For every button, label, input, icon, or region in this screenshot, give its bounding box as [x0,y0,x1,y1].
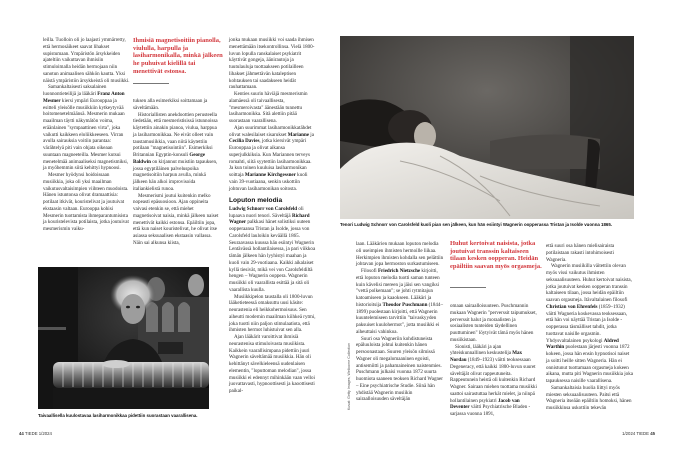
magazine-name: TIEDE [24,431,38,436]
pull-quote-divider [133,83,169,84]
text-run: Ajan lääkärit varoittivat ihmisiä neurastenisa stimuloivasta musiikista. Kaikkein vaarallisimpana pidettiin juuri Wagnerin säveltämää musiikkia. Hän oli kehittänyt sävelkieleensä uudenlaisen elementin, "loputtoman melodian", jossa musiikki ei edennyt mihinkään vaan velloi juovattavasti, hypnoottisesti ja kaoottisesti paikal- [229,334,315,394]
left-photo-caption: Taivaallisella kuulostavaa lasiharmonikkaa pidettiin suorastaan vaarallisena. [38,413,198,418]
text-run: laan. Lääkärien mukaan loputon melodia oli useimpien ihmisten hermoille liikaa. Herkimpien ihmisten kohdalla sen pelättiin johtavan jopa hermoston surkastumiseen. [356,241,444,268]
left-pull-quote: Ihmisiä magnetisoitiin pianolla, viululla, harpulla ja lasiharmonikalla, minkä jälkeen he puhuivat kielillä tai menettivät estonsa. [133,37,223,75]
bold-name: Marianne Kirchgessner [244,172,296,178]
paragraph [546,263,634,385]
paragraph [229,125,317,193]
bold-name: Richard Wagner [229,212,310,226]
bold-name: George Baldwin [133,152,206,165]
text-run: Mesmerismi joutui kuitenkin melko nopeasti epäsuosioon. Ajan oppineita vaivasi etenkin se, että miehet magnetisoivat naisia, minkä jälkeen naiset menettivät kaikki estonsa. Epäiltiin jopa, että kun naiset kouristelivat, he olivat itse asiassa seksuaalisen ekstaasin vallassa. Näin sai alkunsa kiista, [133,192,219,246]
page-number: 44 [19,431,24,436]
text-run: (1844–1899) puolestaan kirjoitti, että Wagnerin kuuntelemiseen tarvittiin "taivaskyyden paksuiset kuulohermot", jotta musiikki ei aiheuttaisi vahinkoa. [356,301,443,335]
bold-name: Aldred Warthin [546,337,619,351]
text-run: Suuri osa Wagneriin kohdistuneista epäluuloista johtui kuitenkin hänen persoonastaan. Suuren yleisön silmissä Wagner oli megalomaaninen egoisti, antisemiitti ja pahamaineinen naistenmies. Puschmann julkaisi vuonna 1872 suurta huomiota saaneen teoksen Richard Wagner – Eine psychiatrische Studie. Siinä hän yhdistää Wagnerin musiikin sairaalloisuuden säveltäjän [356,335,443,403]
text-run: omaan sairaalloisuuteen. Puschmannin mukaan Wagnerin "perverssit taipumukset, perverssit halut ja moraalisten ja sosiaalisten tunteiden täydellinen puuttuminen" löytyivät tämä myös hänen musiikistaan. [450,303,537,343]
magazine-name: TIEDE [636,431,650,436]
paragraph [133,193,221,247]
right-folio [622,431,655,436]
text-run: leilla. Tuolloin oli jo laajasti ymmärretty, että hermosäikeet saavat lihakset supistumaan. Ympäristön ärsykkeiden ajateltiin vaikuttavan ihmisiin stimuloimalla heidän hermojaan niin sanotun animaalisen sähkön kautta. Yksi näistä ympäristön ärsykkeistä oli musiikki. [43,37,130,84]
text-run: Historiallisten anekdoottien perusteella tiedetään, että mesmeristisissä istunnoissa käytettiin ainakin pianoa, viulua, harppua ja lasiharmonikkaa. Ne eivät olleet vain taustamusiikkia, vaan niitä käytettiin potilaan "magnetisointiin". Esimerkiksi Britannian Egyptin-konsuli [133,111,218,158]
paragraph [450,344,538,418]
text-run: Ajan suurimmat lasiharmonikkatähdet olivat walesilaiset sisarukset [229,124,312,138]
bold-name: Marianne [287,131,310,138]
bold-name: Franz Anton Mesmer [43,91,125,104]
text-run: Wagnerin musiikilla väitettiin olevan myös vissi vaikutus ihmisten seksuaalisuuteen. Huhut kertoivat naisista, jotka joutuivat kesken oopperan transsin kaltaiseen tilaan, jossa heidän epäiltiin saavan orgasmeja. Itävaltalainen filosofi [546,263,632,303]
paragraph [133,98,221,112]
text-run: (1859–1932) väitti Wagneria koskevassa teoksessaan, että hän voi näyttää Tristan ja Isolde -oopperassa täsmälliset tahdit, jotka tuottavat naisille orgasmin. Yhdysvaltalainen psykologi [546,303,628,344]
paragraph [229,91,317,125]
paragraph [450,303,538,344]
text-run: on kirjannut muistiin tapauksen, jossa egyptiläinen palveluspoika magnetisoitiin harpun avulla, minkä jälkeen hän alkoi improvisoida italiankielistä runoa. [133,158,218,192]
section-heading: Loputon melodia [229,197,283,205]
bold-name: Friedrich Nietzsche [377,268,421,274]
paragraph [356,268,444,336]
issue-number: 1/2024 [38,431,52,436]
right-pull-quote: Huhut kertoivat naisista, jotka joutuivat transsin kaltaiseen tilaan kesken oopperan. Heidän epäiltiin saavan myös orgasmeja. [450,240,542,271]
text-run: ja [309,131,314,138]
bold-name: Cecilia Davies [229,138,260,145]
text-run: kuoli vain 39-vuotiaana, senkin uskottiin johtuvan lasiharmonikan soitosta. [229,172,308,192]
right-column-1 [356,241,444,403]
paragraph [43,84,131,172]
text-run: , jotka kiersivät ympäri Eurooppaa ja olivat aikansa superjulkkiksia. Kun Mariannen terveys romahti, siitä syytettiin lasiharmonikkaa. Ja kun toinen kuuluisa lasiharmonikan soittaja [229,138,312,178]
paragraph [43,172,131,233]
text-run: puolestaan järjesti vuonna 1872 kokeen, jossa hän ensin hypnotisoi naiset ja soitti heille sitten Wagneria. Hän ei onnistunut tuottamaan orgasmeja kokeen aikana, mutta piti Wagnerin musiikkia joka tapauksessa naisille vaarallisena. [546,344,633,384]
paragraph [356,336,444,404]
page-number: 45 [650,431,655,436]
text-run: (1849–1923) väitti teoksessaan Degeneracy, että kaikki 1800-luvun suuret säveltäjät olivat rappeutuneita. Rappeutunein heistä oli kuitenkin Richard Wagner. Sairaan miehen tuottama musiikki saattoi sairastuttaa herkät mielet, ja niinpä hollantilainen psykiatri [450,357,537,404]
text-run: tuksen alla esimerkiksi soittamaan ja säveltämään. [133,98,208,111]
text-run: Kenties suurin häviäjä mesmerismin alamäessä oli taivaallisesta, "mesmeroivasta" äänestään tunnettu lasiharmonikka. Sitä alettiin pitää suorastaan vaarallisena. [229,91,308,124]
bold-name: Theodor Puschmann [382,301,428,308]
pull-quote-divider [450,287,486,288]
right-photo-caption: Tenori Ludwig Schnorr von Carolsfeld kuoli pian sen jälkeen, kun hän esiintyi Wagnerin oopperassa Tristan ja Isolde vuonna 1865. [340,222,613,227]
paragraph [546,243,634,263]
right-column-2 [450,303,538,418]
tenor-photo [340,36,634,219]
paragraph [546,385,634,412]
text-run: Musiikkipelon taustalla oli 1800-luvun lääketieteessä omaksuttu uusi käsite: neurastenia eli heikkohermoisuus. Sen aiheutti modernin maailman kiihkeä rytmi, joka tuotti niin paljon stimulaatiota, että ihmisten hermot luhistuivat sen alla. [229,293,316,334]
paragraph [43,37,131,84]
text-run: Samankaltaisesti saksalainen luonnontieteilijä ja lääkäri [43,84,107,97]
text-run: että suuri osa hänen mielisairaista potilaistaan rakasti intohimoisesti Wagneria. [546,243,615,263]
paragraph [229,294,317,335]
glass-harmonica-photo [38,267,209,409]
paragraph [356,241,444,268]
bold-name: Christian von Ehrenfels [546,303,598,310]
paragraph [133,112,221,193]
text-run: palkkasi hänet solistiksi uuteen oopperaansa Tristan ja Isolde, jossa von Carolsfeld lauloikin keväällä 1865. Seuraavassa kuussa hän esiintyi Wagnerin Lentävässä hollantilaisessa, ja pari viikkoa tämän jälkeen hän lyyhistyi maahan ja kuoli vain 29-vuotiaana. Kaikki aikalaiset kyllä tiesivät, mikä vei von Carolsfeldiltä hengen – Wagnerin ooppera. Wagnerin musiikki oli vaarallista esittää ja sitä oli vaarallista kuulla. [229,219,316,293]
left-column-3 [229,37,317,395]
paragraph [229,334,317,395]
paragraph [229,206,317,294]
text-run: Filosofi [361,268,378,274]
bold-name: Jacob van Deventer [450,397,520,411]
text-run: Mesmer hyödynsi hoidoissaan musiikkia, joka oli yksi maailman vaikutusvaltaisimpien viihteen muodoista. Hänen istuntonsa olivat dramaattisia: potilaat itkivät, kouristelivat ja joutuivat ekstaasin valtaan. Eurooppa kohisi Mesmerin tuottamista ihmeparantumisista ja kouristelevista potilaista, jotka joutuivat mesmerismin vaiku- [43,172,129,232]
text-run: Samankaltaisia huolia liittyi myös miesten seksuaalisuuteen. Paitsi että Wagneria itseään epäiltiin homoksi, hänen musiikkinsa uskottiin tekevän [546,384,632,411]
right-column-3 [546,243,634,412]
text-run: väitti Psychiatrische Bladen -sarjassa vuonna 1891, [450,404,531,417]
text-run: kirjoitti, että loputon melodia tuotti saman tunteen kuin kävelisi mereen ja jäisi sen vangiksi "vettä polkemaan"; se johti rytmitajun katoamiseen ja kaaokseen. Lääkäri ja historioitsija [356,268,440,308]
left-column-2 [133,98,221,247]
left-folio [19,431,52,436]
text-run: jonka mukaan musiikki voi saada ihmisen menettämään itsekontrollinsa. Vielä 1800-luvun lopulla ranskalaiset psykiatrit käyttivät gongeja, äänirautoja ja tuutulauluja tuottaakseen potilailleen lihakset jähmettävän kataleptisen kohtauksen tai saadakseen heidät rauhattamaan. [229,37,315,91]
text-run: oli lupaava nuori tenori. Säveltäjä [229,205,304,219]
issue-number: 1/2024 [622,431,636,436]
photo-credit: Kuvat: Getty Images, Wellcome Collection [347,342,351,410]
left-column-1 [43,37,131,233]
bold-name: Ludwig Schnorr von Carolsfeld [229,205,298,212]
paragraph [229,37,317,91]
text-run: Sionisti, lääkäri ja ajan yhteiskunnallinen keskustelija [450,343,513,357]
bold-name: Max Nordau [450,350,523,363]
text-run: kiersi ympäri Eurooppaa ja esitteli yleisölle musiikkiin kytkeytyvää hoitomenetelmäänsä. Mesmerin mukaan maailman täytti näkymätön voima, eräänlainen "sympaattinen virta", joka vaikutti kaikkeen eloliikkeeseen. Virran avulla sairauksia voitiin parantaa: värähtelyä piti vain ohjata oikeaan suuntaan magneeteilla. Mesmer kutsui menetelmää animaaliseksi magnetismiksi, ja myöhemmin siitä kehittyi hypnoosi. [43,97,129,172]
